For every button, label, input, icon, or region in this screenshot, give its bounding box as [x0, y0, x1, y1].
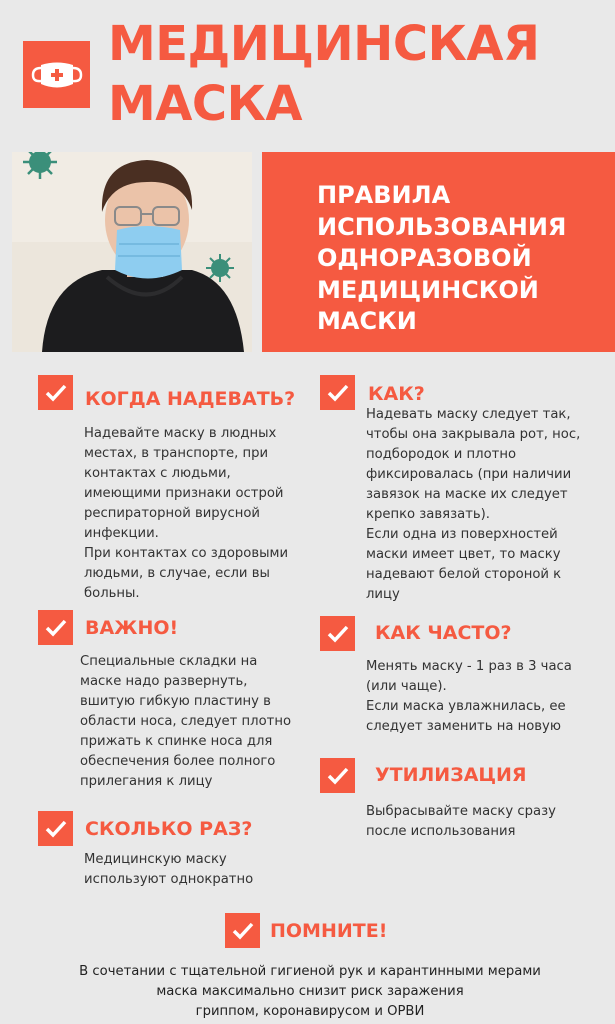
- checkmark-icon: [38, 610, 73, 645]
- section-how-many-heading: СКОЛЬКО РАЗ?: [85, 818, 253, 840]
- footer-text: В сочетании с тщательной гигиеной рук и карантинными мерами маска максимально снизит риск заражения гриппом, коронавирусом и ОРВИ: [79, 964, 541, 1019]
- section-how-heading: КАК?: [368, 383, 425, 405]
- medical-mask-icon: [30, 60, 84, 90]
- rules-heading: ПРАВИЛА ИСПОЛЬЗОВАНИЯ ОДНОРАЗОВОЙ МЕДИЦИНСКОЙ МАСКИ: [317, 181, 567, 335]
- section-important-heading: ВАЖНО!: [85, 617, 179, 639]
- medical-mask-logo: [23, 41, 90, 108]
- section-when-heading: КОГДА НАДЕВАТЬ?: [85, 388, 296, 410]
- section-how-text: Надевать маску следует так, чтобы она закрывала рот, нос, подбородок и плотно фиксировалась (при наличии завязок на маске их следует крепко завязать). Если одна из поверхностей маски имеет цвет, то маску надевают белой стороной к лицу: [366, 407, 581, 602]
- section-how-many-text: Медицинскую маску используют однократно: [84, 852, 254, 887]
- virus-icon: [206, 254, 234, 282]
- section-remember-heading: ПОМНИТЕ!: [270, 920, 388, 942]
- section-disposal-text: Выбрасывайте маску сразу после использования: [366, 804, 556, 839]
- section-how-often-heading: КАК ЧАСТО?: [375, 622, 512, 644]
- title-line-1: МЕДИЦИНСКАЯ: [108, 16, 540, 72]
- title-line-2: МАСКА: [108, 76, 303, 132]
- checkmark-icon: [38, 375, 73, 410]
- checkmark-icon: [320, 758, 355, 793]
- page-title: [108, 14, 613, 134]
- section-when-text: Надевайте маску в людных местах, в транспорте, при контактах с людьми, имеющими признаки острой респираторной вирусной инфекции. При контактах со здоровыми людьми, в случае, если вы больны.: [84, 426, 289, 601]
- checkmark-icon: [38, 811, 73, 846]
- rules-heading-box: [262, 152, 615, 352]
- section-how-often-text: Менять маску - 1 раз в 3 часа (или чаще). Если маска увлажнилась, ее следует заменить на новую: [366, 659, 572, 734]
- checkmark-icon: [225, 913, 260, 948]
- person-wearing-mask-photo: [12, 152, 252, 352]
- checkmark-icon: [320, 616, 355, 651]
- section-important-text: Специальные складки на маске надо развернуть, вшитую гибкую пластину в области носа, следует плотно прижать к спинке носа для обеспечения более полного прилегания к лицу: [80, 654, 292, 789]
- checkmark-icon: [320, 375, 355, 410]
- section-disposal-heading: УТИЛИЗАЦИЯ: [375, 764, 527, 786]
